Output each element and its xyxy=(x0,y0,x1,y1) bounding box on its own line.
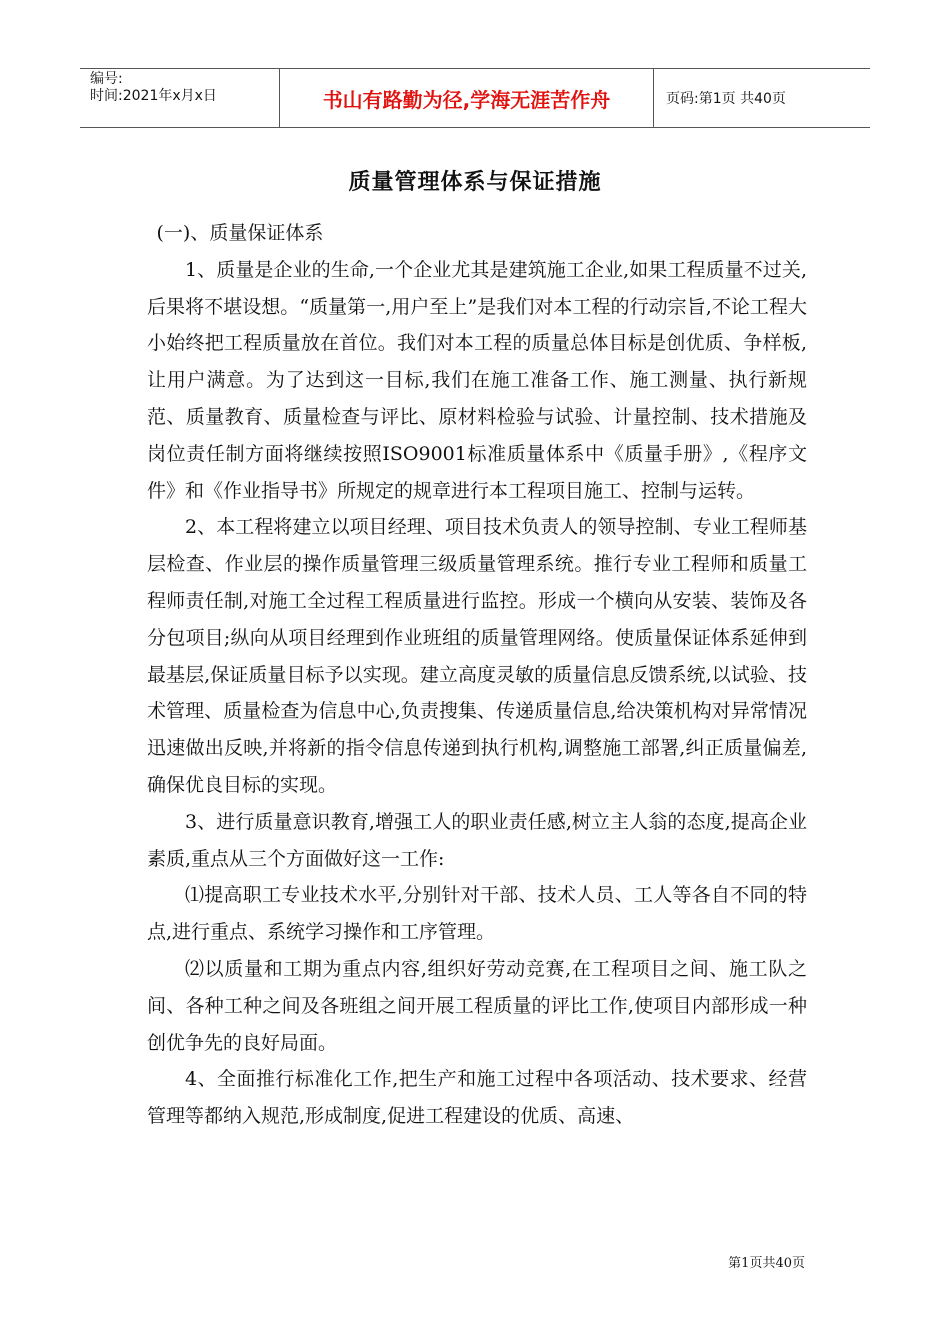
header-meta xyxy=(80,69,280,127)
paragraph-3-item-2: ⑵以质量和工期为重点内容,组织好劳动竞赛,在工程项目之间、施工队之间、各种工种之间及各班组之间开展工程质量的评比工作,使项目内部形成一种创优争先的良好局面。 xyxy=(147,957,807,1054)
document-body xyxy=(147,215,807,1135)
page-header xyxy=(80,68,870,128)
document-time: 时间:2021年x月x日 xyxy=(90,88,217,104)
paragraph-3: 3、进行质量意识教育,增强工人的职业责任感,树立主人翁的态度,提高企业素质,重点从三个方面做好这一工作: xyxy=(147,810,807,870)
document-title: 质量管理体系与保证措施 xyxy=(348,170,602,195)
paragraph-1: 1、质量是企业的生命,一个企业尤其是建筑施工企业,如果工程质量不过关,后果将不堪设想。“质量第一,用户至上”是我们对本工程的行动宗旨,不论工程大小始终把工程质量放在首位。我们对本工程的质量总体目标是创优质、争样板,让用户满意。为了达到这一目标,我们在施工准备工作、施工测量、执行新规范、质量教育、质量检查与评比、原材料检验与试验、计量控制、技术措施及岗位责任制方面将继续按照ISO9001标准质量体系中《质量手册》,《程序文件》和《作业指导书》所规定的规章进行本工程项目施工、控制与运转。 xyxy=(147,258,807,502)
section-heading: (一)、质量保证体系 xyxy=(156,222,324,244)
document-number-label: 编号: xyxy=(90,71,123,87)
header-motto: 书山有路勤为径,学海无涯苦作舟 xyxy=(280,69,654,127)
paragraph-3-item-1: ⑴提高职工专业技术水平,分别针对干部、技术人员、工人等各自不同的特点,进行重点、系统学习操作和工序管理。 xyxy=(147,884,807,944)
page-footer: 第1页共40页 xyxy=(728,1256,805,1271)
paragraph-2: 2、本工程将建立以项目经理、项目技术负责人的领导控制、专业工程师基层检查、作业层的操作质量管理三级质量管理系统。推行专业工程师和质量工程师责任制,对施工全过程工程质量进行监控。形成一个横向从安装、装饰及各分包项目;纵向从项目经理到作业班组的质量管理网络。使质量保证体系延伸到最基层,保证质量目标予以实现。建立高度灵敏的质量信息反馈系统,以试验、技术管理、质量检查为信息中心,负责搜集、传递质量信息,给决策机构对异常情况迅速做出反映,并将新的指令信息传递到执行机构,调整施工部署,纠正质量偏差,确保优良目标的实现。 xyxy=(147,516,807,796)
paragraph-4: 4、全面推行标准化工作,把生产和施工过程中各项活动、技术要求、经营管理等都纳入规范,形成制度,促进工程建设的优质、高速、 xyxy=(147,1068,807,1128)
header-page-info: 页码:第1页 共40页 xyxy=(666,91,786,107)
